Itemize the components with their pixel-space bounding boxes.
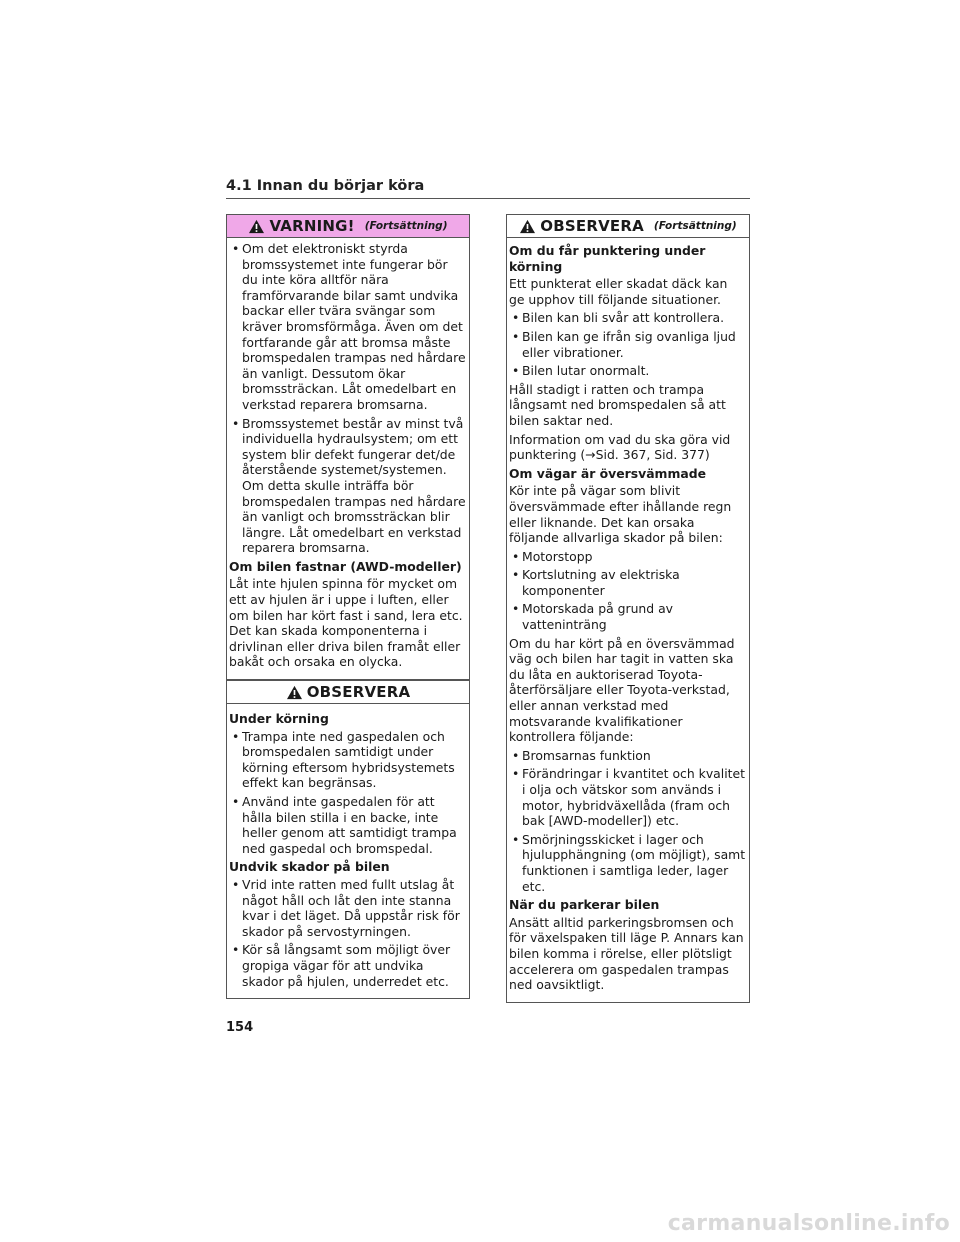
warning-paragraph-awd: Låt inte hjulen spinna för mycket om ett av hjulen är i uppe i luften, eller om bilen har kört fast i sand, lera etc. Det kan skada komponenterna i drivlinan eller driva bilen framåt eller bakåt och orsaka en olycka. [229, 576, 463, 670]
paragraph-puncture-reference: Information om vad du ska göra vid punktering (→Sid. 367, Sid. 377) [509, 431, 731, 463]
page-number: 154 [226, 1020, 254, 1035]
list-item: • Bromsarnas funktion [509, 748, 746, 764]
warning-heading-awd: Om bilen fastnar (AWD-modeller) [229, 558, 462, 574]
warning-triangle-icon [519, 219, 536, 234]
warning-title: VARNING! [269, 217, 355, 235]
list-item: • Kortslutning av elektriska komponenter [509, 567, 746, 598]
observera-bullet-list-driving [229, 729, 466, 857]
paragraph-flood-inspection: Om du har kört på en översvämmad väg och bilen har tagit in vatten ska du låta en auktoriserad Toyota-återförsäljare eller Toyota-verkstad, eller annan verkstad med motsvarande kvalifikationer kontrollera följande: [509, 635, 735, 745]
observera-box [226, 680, 470, 999]
heading-flooded-roads: Om vägar är översvämmade [509, 465, 707, 481]
paragraph-parking: Ansätt alltid parkeringsbromsen och för växelspaken till läge P. Annars kan bilen komma i rörelse, eller plötsligt accelerera om gaspedalen trampas ned oavsiktligt. [509, 914, 744, 993]
list-item: • Bilen lutar onormalt. [509, 363, 746, 379]
watermark: carmanualsonline.info [667, 1211, 950, 1236]
list-item: • Om det elektroniskt styrda bromssystemet inte fungerar bör du inte köra alltför nära framförvarande bilar samt undvika backar eller tvära svängar som kräver bromsförmåga. Även om det fortfarande går att bromsa måste bromspedalen trampas ned hårdare än vanligt. Dessutom ökar bromssträckan. Låt omedelbart en verkstad reparera bromsarna. [229, 241, 466, 413]
observera-continued-subtitle: (Fortsättning) [653, 220, 737, 232]
list-item: • Kör så långsamt som möjligt över gropiga vägar för att undvika skador på hjulen, underredet etc. [229, 942, 466, 989]
bullet-list-flood-damage [509, 549, 746, 633]
warning-box-header [227, 215, 469, 238]
list-item: • Vrid inte ratten med fullt utslag åt något håll och låt den inte stanna kvar i det läget. Då uppstår risk för skador på servostyrningen. [229, 877, 466, 939]
observera-continued-title: OBSERVERA [540, 217, 644, 235]
list-item: • Motorskada på grund av vatteninträng [509, 601, 746, 632]
observera-box-body [227, 704, 469, 998]
warning-triangle-icon [286, 685, 303, 700]
observera-bullet-list-damage [229, 877, 466, 989]
list-item: • Bilen kan bli svår att kontrollera. [509, 310, 746, 326]
heading-parking: När du parkerar bilen [509, 897, 660, 913]
observera-continued-header [507, 215, 749, 238]
list-item: • Trampa inte ned gaspedalen och bromspedalen samtidigt under körning eftersom hybridsystemets effekt kan begränsas. [229, 729, 466, 791]
list-item: • Motorstopp [509, 549, 746, 565]
observera-continued-box [506, 214, 750, 1003]
list-item: • Bilen kan ge ifrån sig ovanliga ljud eller vibrationer. [509, 329, 746, 360]
warning-box [226, 214, 470, 680]
list-item: • Bromssystemet består av minst två individuella hydraulsystem; om ett system blir defekt fungerar det/de återstående systemet/systemen. Om detta skulle inträffa bör bromspedalen trampas ned hårdare än vanligt och bromssträckan blir längre. Låt omedelbart en verkstad reparera bromsarna. [229, 416, 466, 556]
warning-triangle-icon [248, 219, 265, 234]
paragraph-steering: Håll stadigt i ratten och trampa långsamt ned bromspedalen så att bilen saktar ned. [509, 381, 726, 428]
bullet-list-inspection [509, 748, 746, 894]
observera-title: OBSERVERA [306, 683, 411, 701]
warning-bullet-list [229, 241, 466, 556]
observera-heading-damage: Undvik skador på bilen [229, 859, 390, 875]
observera-heading-driving: Under körning [229, 711, 329, 726]
bullet-list-puncture [509, 310, 746, 378]
list-item: • Använd inte gaspedalen för att hålla bilen stilla i en backe, inte heller genom att samtidigt trampa ned gaspedal och bromspedal. [229, 794, 466, 856]
paragraph-flooded-roads: Kör inte på vägar som blivit översvämmade efter ihållande regn eller liknande. Det kan orsaka följande allvarliga skador på bilen: [509, 483, 732, 546]
warning-box-body [227, 238, 469, 679]
observera-continued-body [507, 238, 749, 1002]
paragraph-puncture: Ett punkterat eller skadat däck kan ge upphov till följande situationer. [509, 276, 728, 307]
warning-subtitle: (Fortsättning) [364, 220, 448, 232]
list-item: • Förändringar i kvantitet och kvalitet i olja och vätskor som används i motor, hybridväxellåda (fram och bak [AWD-modeller]) etc. [509, 766, 746, 828]
heading-puncture: Om du får punktering under körning [509, 243, 706, 274]
observera-box-header [227, 681, 469, 704]
list-item: • Smörjningsskicket i lager och hjulupphängning (om möjligt), samt funktionen i samtliga leder, lager etc. [509, 832, 746, 894]
section-header: 4.1 Innan du börjar köra [226, 178, 750, 199]
